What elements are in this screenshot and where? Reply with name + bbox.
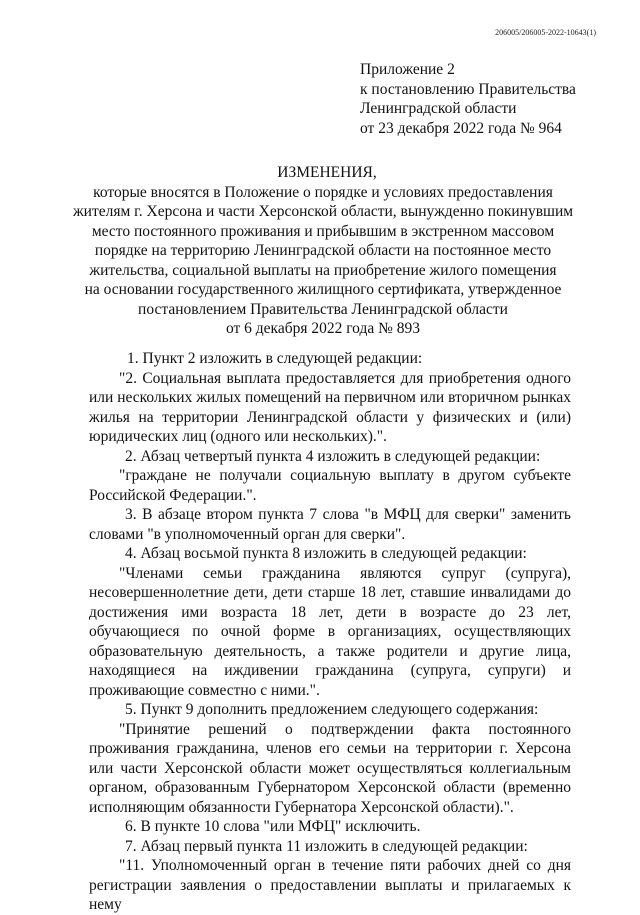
- appendix-line: Ленинградской области: [360, 100, 517, 117]
- amendment-item-3: 3. В абзаце втором пункта 7 слова "в МФЦ для сверки" заменить словами "в уполномоченный орган для сверки".: [89, 506, 571, 543]
- heading-line: жителям г. Херсона и части Херсонской области, вынужденно покинувшим: [72, 203, 574, 220]
- amendment-item-5: 5. Пункт 9 дополнить предложением следующего содержания:: [125, 701, 539, 718]
- amendment-item-4: 4. Абзац восьмой пункта 8 изложить в следующей редакции:: [125, 545, 527, 562]
- appendix-header: [360, 60, 576, 138]
- amendment-item-1: 1. Пункт 2 изложить в следующей редакции:: [127, 350, 423, 367]
- appendix-line: от 23 декабря 2022 года № 964: [360, 119, 562, 137]
- amendment-item-2: 2. Абзац четвертый пункта 4 изложить в следующей редакции:: [125, 447, 541, 465]
- heading-line: от 6 декабря 2022 года № 893: [225, 320, 421, 337]
- heading-line: порядке на территорию Ленинградской области на постоянное место: [94, 242, 552, 259]
- amendment-item-6: 6. В пункте 10 слова "или МФЦ" исключить.: [125, 818, 421, 835]
- amendment-quote-5: "Принятие решений о подтверждении факта постоянного проживания гражданина, членов его семьи на территории г. Херсона или части Херсонской области может осуществляться коллегиальным органом, образованным Губернатором Херсонской области (временно исполняющим обязанности Губернатора Херсонской области).".: [89, 720, 571, 816]
- amendment-quote-2: "граждане не получали социальную выплату в другом субъекте Российской Федерации.".: [89, 467, 571, 504]
- heading-line: на основании государственного жилищного сертификата, утвержденное: [84, 281, 562, 298]
- document-body: [89, 349, 571, 915]
- heading-line: место постоянного проживания и прибывшим в экстренном массовом: [91, 222, 555, 240]
- document-heading: [60, 163, 586, 339]
- appendix-line: к постановлению Правительства: [360, 80, 576, 98]
- heading-line: которые вносятся в Положение о порядке и условиях предоставления: [93, 183, 553, 201]
- document-registration-number: 206005/206005-2022-10643(1): [495, 28, 596, 37]
- heading-line: постановлением Правительства Ленинградской области: [138, 300, 508, 318]
- amendment-item-7: 7. Абзац первый пункта 11 изложить в следующей редакции:: [125, 837, 528, 855]
- amendment-quote-1: "2. Социальная выплата предоставляется для приобретения одного или нескольких жилых помещений на первичном или вторичном рынках жилья на территории Ленинградской области у физических и (или) юридических лиц (одного или нескольких).".: [89, 369, 571, 445]
- appendix-line: Приложение 2: [360, 61, 455, 78]
- amendment-quote-4: "Членами семьи гражданина являются супруг (супруга), несовершеннолетние дети, дети старше 18 лет, ставшие инвалидами до достижения ими возраста 18 лет, дети в возрасте до 23 лет, обучающиеся по очной форме в организациях, осуществляющих образовательную деятельность, а также родители и другие лица, находящиеся на иждивении гражданина (супруга, супруги) и проживающие совместно с ними.".: [89, 564, 571, 699]
- heading-line: жительства, социальной выплаты на приобретение жилого помещения: [89, 261, 557, 279]
- amendment-quote-7: "11. Уполномоченный орган в течение пяти рабочих дней со дня регистрации заявления о предоставлении выплаты и прилагаемых к нему: [89, 857, 571, 913]
- document-title: ИЗМЕНЕНИЯ,: [277, 164, 377, 181]
